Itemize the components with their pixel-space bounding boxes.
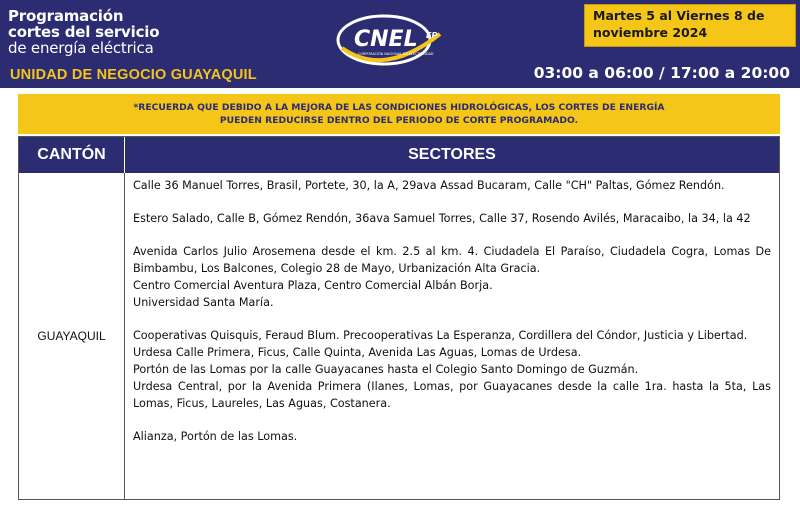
sector-paragraph: Cooperativas Quisquis, Feraud Blum. Precooperativas La Esperanza, Cordillera del Cóndor, Justicia y Libertad. <box>133 329 748 342</box>
sector-paragraph: Universidad Santa María. <box>133 296 274 309</box>
date-line-1: Martes 5 al Viernes 8 de <box>593 8 765 23</box>
sectores-cell <box>133 177 771 445</box>
canton-cell: GUAYAQUIL <box>19 173 125 499</box>
paragraph-spacer <box>133 311 771 327</box>
column-header-canton: CANTÓN <box>19 137 125 173</box>
column-header-sectores: SECTORES <box>408 146 496 163</box>
title-line-3: de energía eléctrica <box>8 39 154 57</box>
date-line-2: noviembre 2024 <box>593 25 708 40</box>
outage-table <box>18 136 780 500</box>
paragraph-spacer <box>133 227 771 243</box>
table-header <box>19 137 779 173</box>
sector-paragraph: Portón de las Lomas por la calle Guayacanes hasta el Colegio Santo Domingo de Guzmán. <box>133 363 639 376</box>
logo-brand: CNEL <box>354 27 418 52</box>
sector-paragraph: Calle 36 Manuel Torres, Brasil, Portete, 30, la A, 29ava Assad Bucaram, Calle "CH" Paltas, Gómez Rendón. <box>133 179 725 192</box>
sector-paragraph: Urdesa Central, por la Avenida Primera (Ilanes, Lomas, por Guayacanes desde la calle 1ra. hasta la 5ta, Las Lomas, Ficus, Laureles, Las Aguas, Costanera. <box>133 380 771 410</box>
paragraph-spacer <box>133 194 771 210</box>
sector-paragraph: Avenida Carlos Julio Arosemena desde el km. 2.5 al km. 4. Ciudadela El Paraíso, Ciudadela Cogra, Lomas De Bimbambu, Los Balcones, Colegio 28 de Mayo, Urbanización Alta Gracia. <box>133 245 771 275</box>
notice-line-1: *RECUERDA QUE DEBIDO A LA MEJORA DE LAS CONDICIONES HIDROLÓGICAS, LOS CORTES DE ENERGÍA <box>133 102 665 113</box>
sector-paragraph: Alianza, Portón de las Lomas. <box>133 430 298 443</box>
notice-banner <box>18 94 780 134</box>
cnel-logo-icon <box>328 8 468 70</box>
outage-hours: 03:00 a 06:00 / 17:00 a 20:00 <box>533 64 790 82</box>
business-unit-label: UNIDAD DE NEGOCIO GUAYAQUIL <box>10 67 257 83</box>
page-title <box>8 8 159 56</box>
paragraph-spacer <box>133 412 771 428</box>
header-band <box>0 0 800 88</box>
sector-paragraph: Centro Comercial Aventura Plaza, Centro Comercial Albán Borja. <box>133 279 493 292</box>
sector-paragraph: Urdesa Calle Primera, Ficus, Calle Quinta, Avenida Las Aguas, Lomas de Urdesa. <box>133 346 582 359</box>
logo-tagline: CORPORACIÓN NACIONAL DE ELECTRICIDAD <box>358 52 434 56</box>
logo-suffix: EP <box>426 31 438 40</box>
date-range-badge <box>584 4 796 47</box>
title-line-2: cortes del servicio <box>8 23 160 41</box>
cnel-logo <box>328 8 468 70</box>
title-line-1: Programación <box>8 7 124 25</box>
notice-line-2: PUEDEN REDUCIRSE DENTRO DEL PERIODO DE CORTE PROGRAMADO. <box>219 115 579 126</box>
sector-paragraph: Estero Salado, Calle B, Gómez Rendón, 36ava Samuel Torres, Calle 37, Rosendo Avilés, Maracaibo, la 34, la 42 <box>133 212 751 225</box>
